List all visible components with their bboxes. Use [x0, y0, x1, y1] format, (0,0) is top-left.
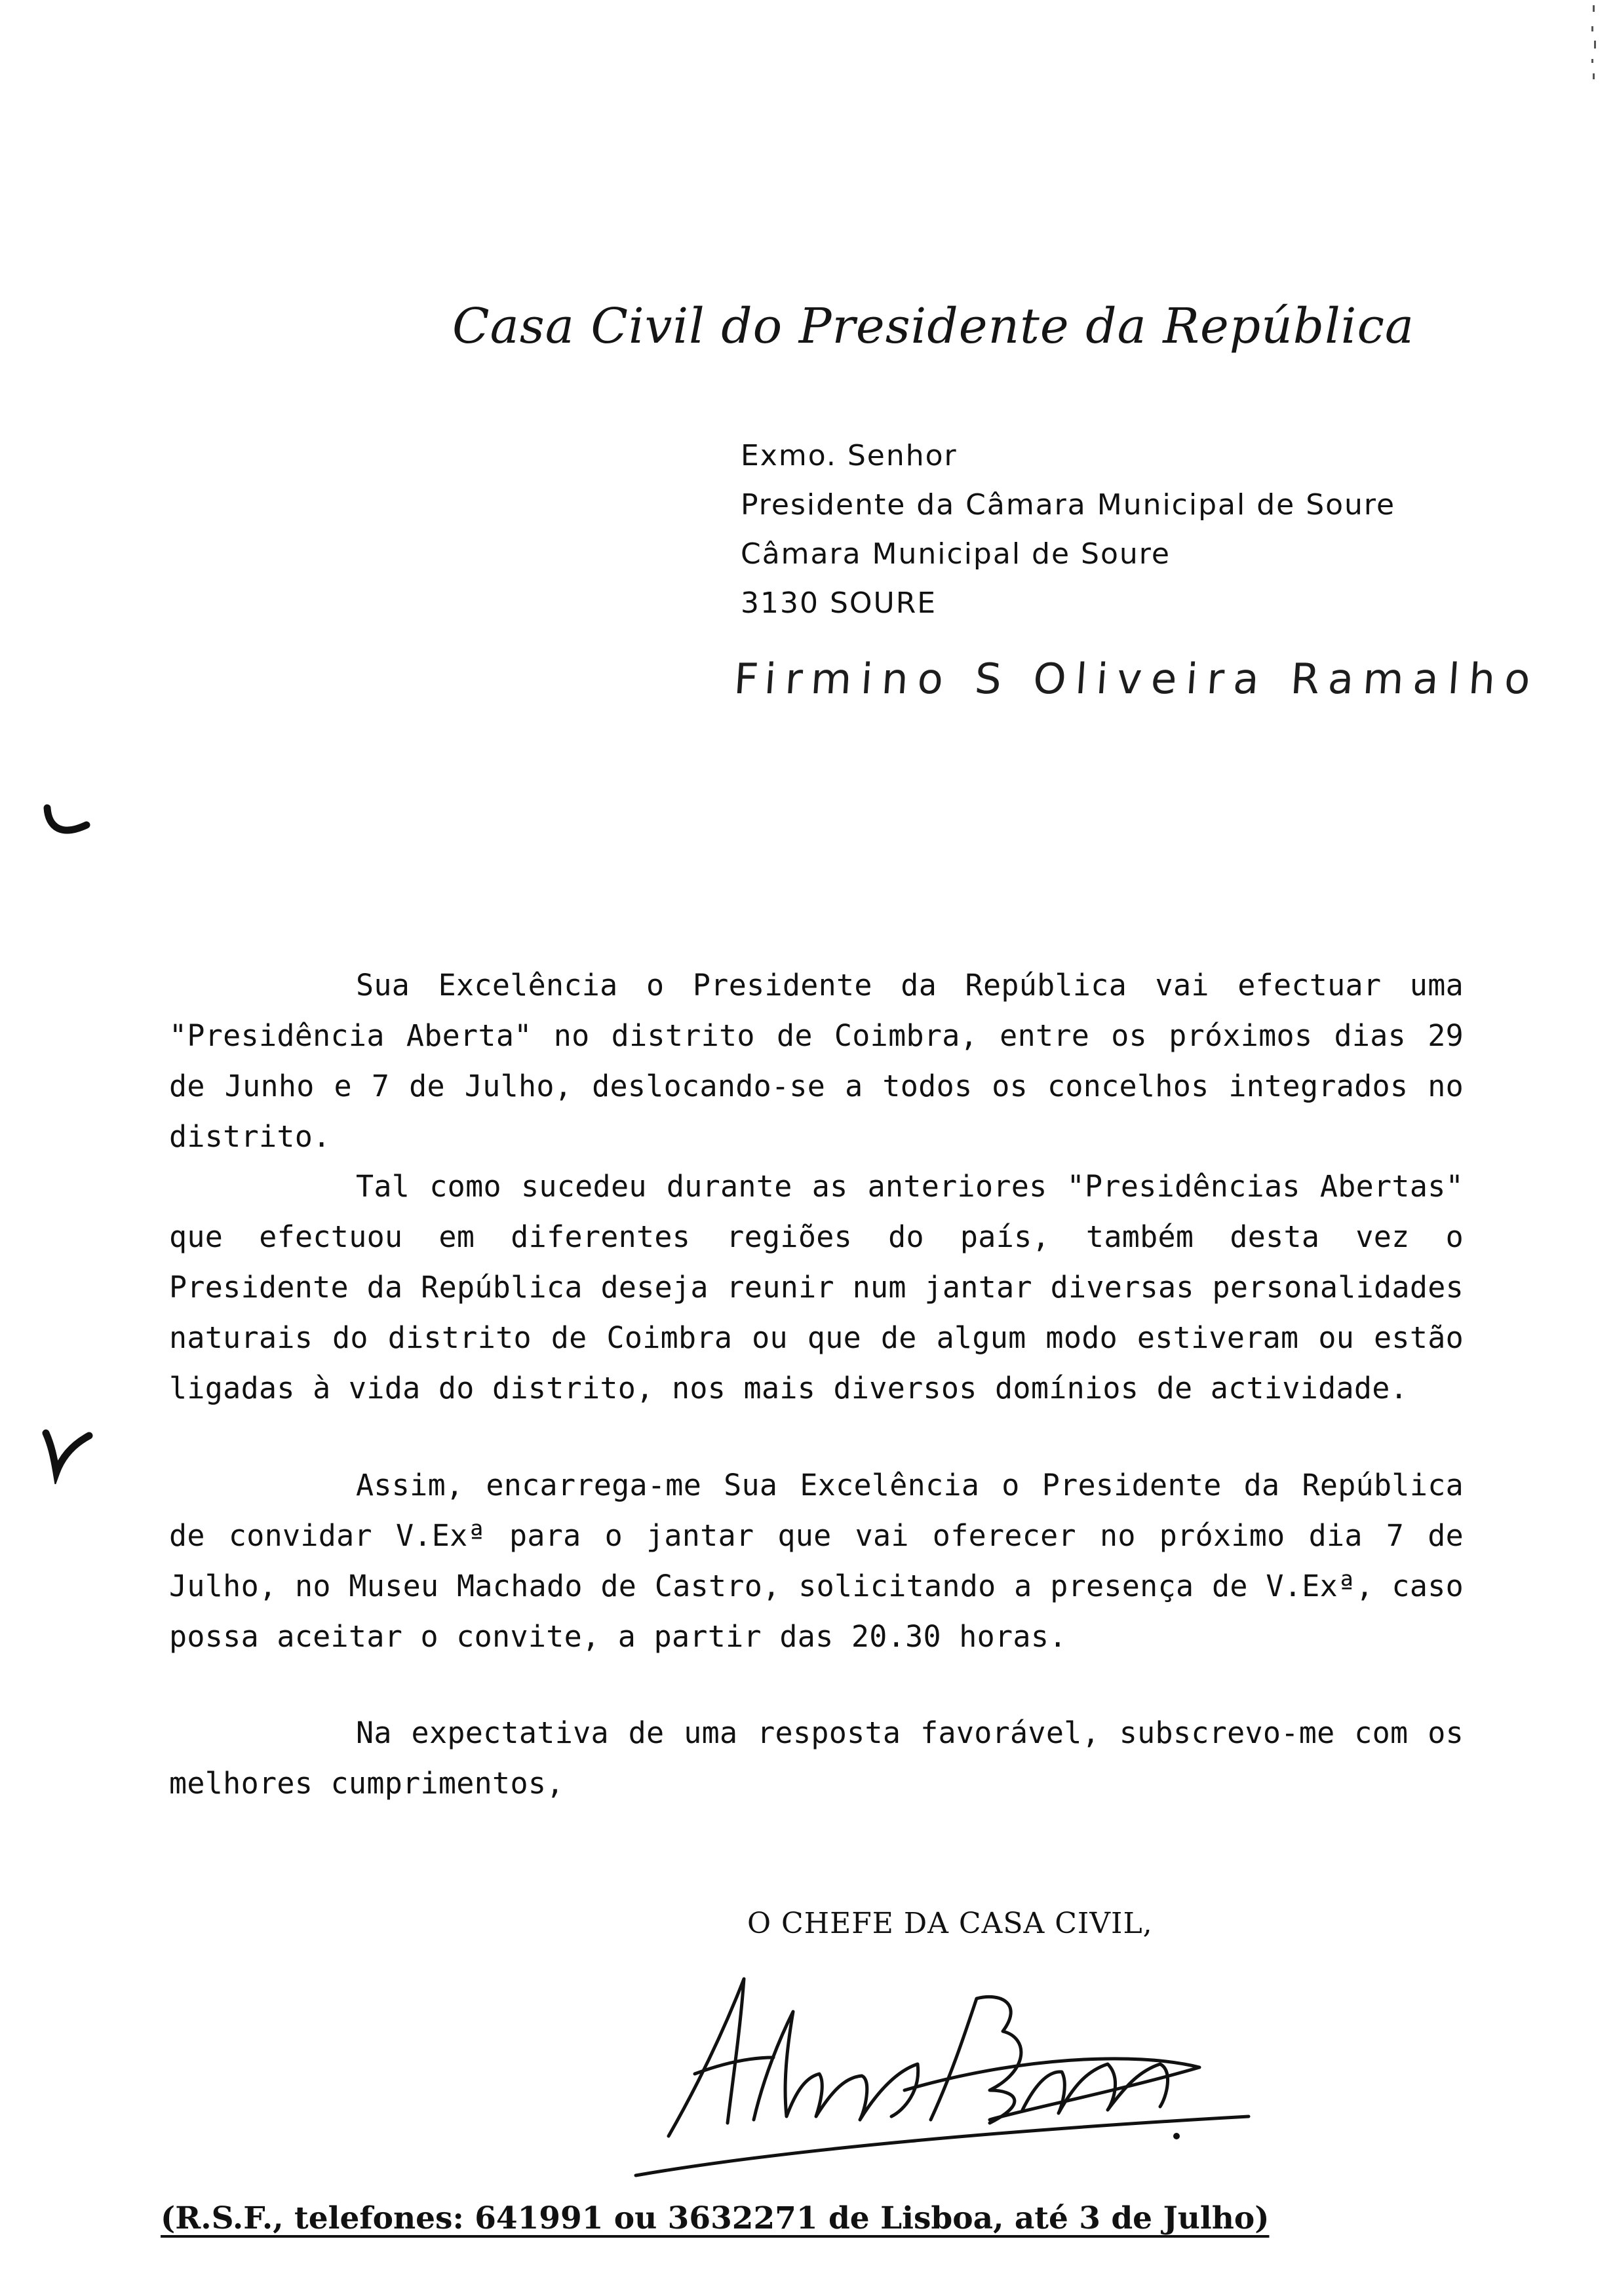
letterhead: Casa Civil do Presidente da República: [452, 298, 1415, 354]
paragraph-3: [169, 1460, 1464, 1662]
footer-note: (R.S.F., telefones: 641991 ou 3632271 de Lisboa, até 3 de Julho): [161, 2200, 1270, 2236]
paragraph-text: Assim, encarrega-me Sua Excelência o Presidente da República de convidar V.Exª para o jantar que vai oferecer no próximo dia 7 de Julho, no Museu Machado de Castro, solicitando a presença de V.Exª, caso possa aceitar o convite, a partir das 20.30 horas.: [169, 1468, 1464, 1654]
paragraph-4: [169, 1708, 1464, 1808]
closing-title: O CHEFE DA CASA CIVIL,: [747, 1907, 1153, 1940]
paragraph-text: Na expectativa de uma resposta favorável, subscrevo-me com os melhores cumprimentos,: [169, 1715, 1464, 1801]
check-mark-icon: [39, 1425, 98, 1484]
paragraph-text: Sua Excelência o Presidente da República vai efectuar uma "Presidência Aberta" no distrito de Coimbra, entre os próximos dias 29 de Junho e 7 de Julho, deslocando-se a todos os concelhos integrados no distrito.: [169, 968, 1464, 1154]
paragraph-1: [169, 960, 1464, 1162]
addressee-salutation: Exmo. Senhor: [741, 439, 958, 472]
addressee-block: [741, 431, 1395, 628]
addressee-title: Presidente da Câmara Municipal de Soure: [741, 488, 1396, 522]
paragraph-text: Tal como sucedeu durante as anteriores "Presidências Abertas" que efectuou em diferentes regiões do país, também desta vez o Presidente da República deseja reunir num jantar diversas personalidades naturais do distrito de Coimbra ou que de algum modo estiveram ou estão ligadas à vida do distrito, nos mais diversos domínios de actividade.: [169, 1169, 1464, 1406]
addressee-postal-code: 3130 SOURE: [741, 586, 937, 620]
handwritten-name: Firmino S Oliveira Ramalho: [732, 655, 1542, 704]
addressee-institution: Câmara Municipal de Soure: [741, 537, 1171, 571]
signature: [623, 1959, 1265, 2182]
scan-edge-marks: [1585, 0, 1611, 144]
paragraph-2: [169, 1161, 1464, 1413]
check-mark-icon: [39, 796, 98, 849]
